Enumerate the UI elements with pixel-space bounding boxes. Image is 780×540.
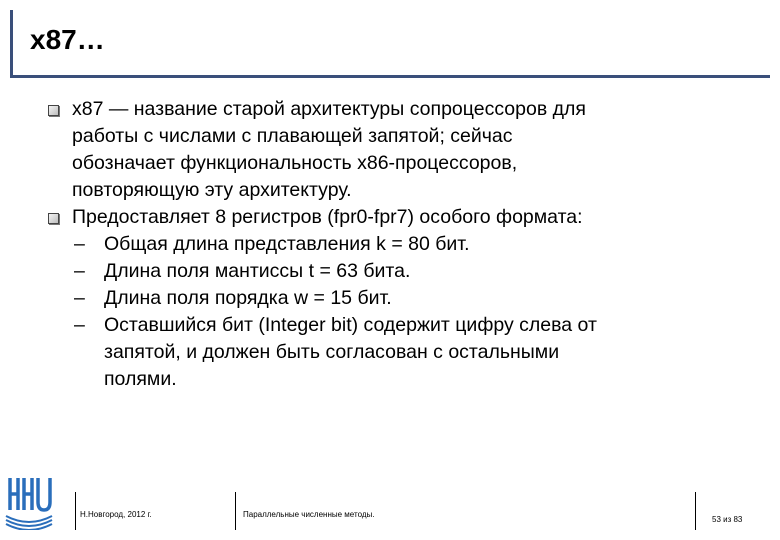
bullet-line: работы с числами с плавающей запятой; сейчас	[72, 125, 513, 147]
square-bullet-icon	[48, 213, 59, 224]
footer-course: Параллельные численные методы.	[243, 510, 375, 519]
dash-marker: –	[74, 233, 85, 255]
footer-location: Н.Новгород, 2012 г.	[80, 510, 152, 519]
bullet-line: Предоставляет 8 регистров (fpr0-fpr7) особого формата:	[72, 206, 583, 228]
sub-line: Длина поля мантиссы t = 63 бита.	[104, 260, 411, 282]
title-rule-horizontal	[10, 75, 770, 78]
sub-item	[60, 285, 760, 312]
title-rule-vertical	[10, 10, 13, 78]
footer-divider	[75, 492, 76, 530]
sub-line: Длина поля порядка w = 15 бит.	[104, 287, 392, 309]
footer-divider	[695, 492, 696, 530]
sub-line: полями.	[104, 368, 177, 390]
sub-line: запятой, и должен быть согласован с остальными	[104, 341, 560, 363]
slide-title: x87…	[30, 24, 105, 55]
sub-list	[60, 231, 760, 393]
sub-item	[60, 231, 760, 258]
sub-item	[60, 312, 760, 393]
dash-marker: –	[74, 314, 85, 336]
dash-marker: –	[74, 260, 85, 282]
bullet-item	[60, 96, 760, 204]
sub-item	[60, 258, 760, 285]
university-logo-icon	[4, 470, 54, 530]
bullet-line: x87 — название старой архитектуры сопроцессоров для	[72, 98, 586, 120]
sub-line: Общая длина представления k = 80 бит.	[104, 233, 470, 255]
slide-body	[60, 96, 760, 393]
footer-divider	[235, 492, 236, 530]
sub-line: Оставшийся бит (Integer bit) содержит цифру слева от	[104, 314, 597, 336]
bullet-line: повторяющую эту архитектуру.	[72, 179, 352, 201]
dash-marker: –	[74, 287, 85, 309]
square-bullet-icon	[48, 105, 59, 116]
bullet-line: обозначает функциональность x86-процессоров,	[72, 152, 518, 174]
footer-page-number: 53 из 83	[712, 515, 743, 524]
bullet-item	[60, 204, 760, 231]
